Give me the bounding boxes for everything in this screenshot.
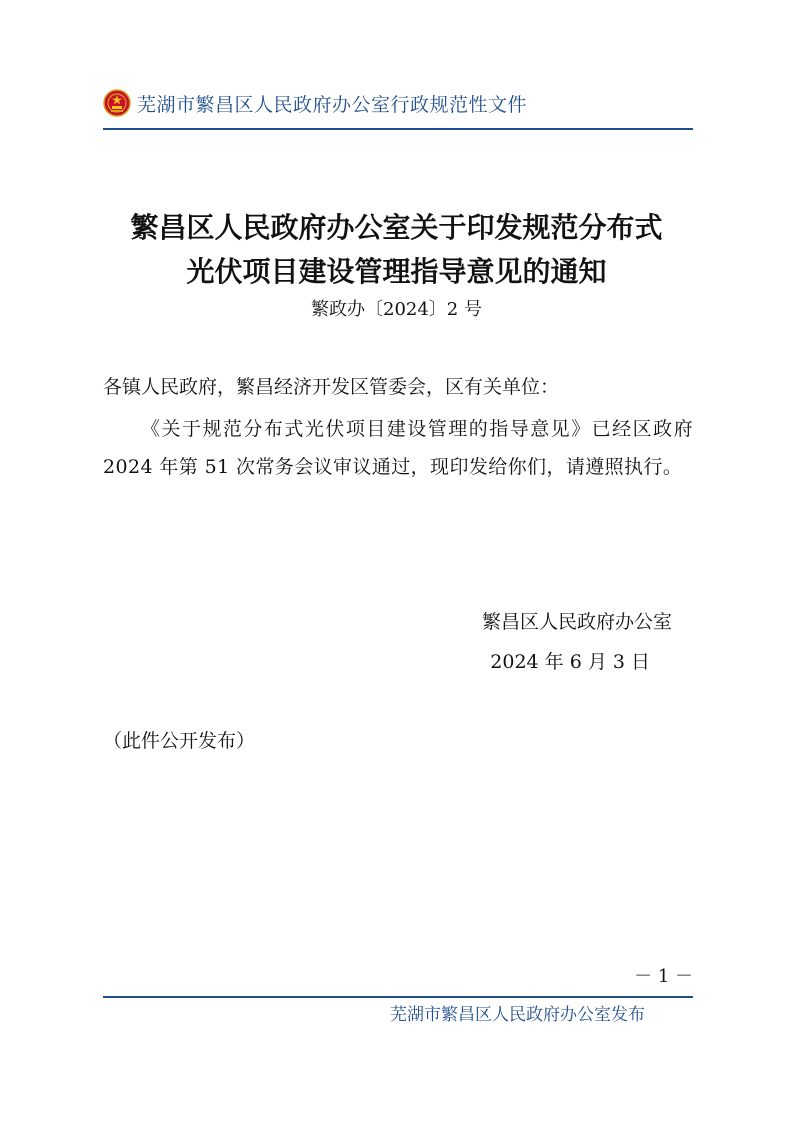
issuer-signature: 繁昌区人民政府办公室 [481,611,672,633]
header-divider [103,128,693,130]
document-title-line-2: 光伏项目建设管理指导意见的通知 [186,255,607,288]
document-title [80,206,713,294]
footer-divider [103,996,693,998]
publish-note: （此件公开发布） [103,730,256,752]
issue-date: 2024 年 6 月 3 日 [490,651,650,673]
document-number: 繁政办〔2024〕2 号 [311,299,482,320]
footer-publisher: 芜湖市繁昌区人民政府办公室发布 [390,1005,645,1025]
body-paragraph: 《关于规范分布式光伏项目建设管理的指导意见》已经区政府 2024 年第 51 次常务会议审议通过，现印发给你们，请遵照执行。 [103,418,693,478]
header-title: 芜湖市繁昌区人民政府办公室行政规范性文件 [137,93,528,116]
page-number: － 1 － [634,966,693,987]
addressee: 各镇人民政府，繁昌经济开发区管委会，区有关单位： [103,376,560,398]
national-emblem-icon [103,89,131,117]
document-title-line-1: 繁昌区人民政府办公室关于印发规范分布式 [130,211,663,244]
document-header [103,86,693,120]
